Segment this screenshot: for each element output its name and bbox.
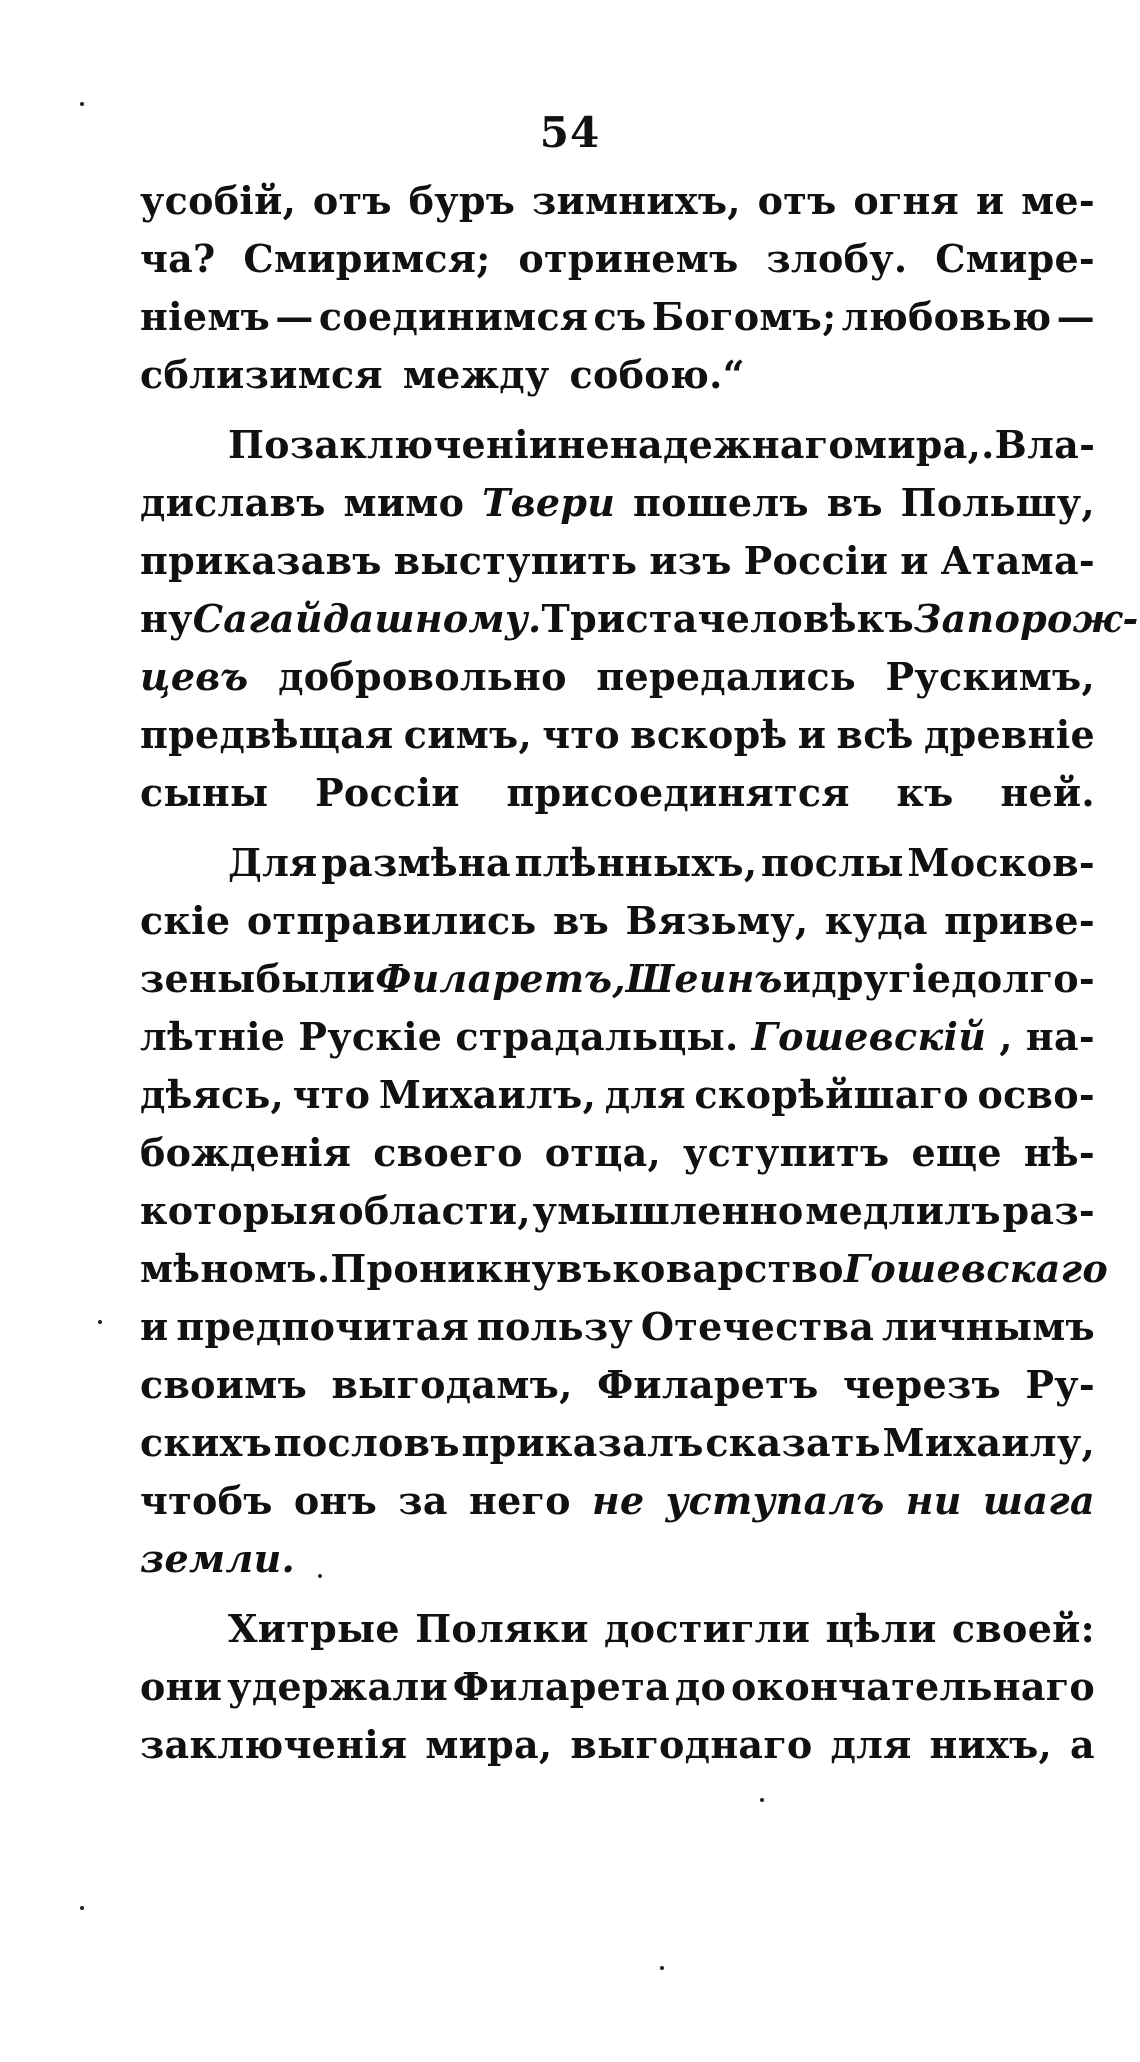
word: ме- bbox=[1021, 178, 1095, 223]
scan-speck bbox=[98, 1320, 102, 1324]
word: уступалъ bbox=[665, 1478, 885, 1523]
word: Смире- bbox=[935, 236, 1095, 281]
text-line bbox=[140, 1130, 1095, 1188]
word: цевъ bbox=[140, 654, 249, 699]
text-line bbox=[140, 1722, 1095, 1780]
text-line bbox=[140, 236, 1095, 294]
word: нихъ, bbox=[929, 1722, 1053, 1767]
word: Филарета bbox=[452, 1664, 670, 1709]
word: Польшу, bbox=[900, 480, 1095, 525]
word: и bbox=[797, 712, 827, 757]
word: Для bbox=[228, 840, 318, 885]
word: — bbox=[1056, 294, 1095, 339]
paragraph-gap bbox=[140, 1594, 1095, 1606]
word: личнымъ bbox=[882, 1304, 1095, 1349]
text-line bbox=[140, 1072, 1095, 1130]
page-number: 54 bbox=[539, 108, 601, 157]
text-line bbox=[140, 1014, 1095, 1072]
text-line bbox=[140, 1362, 1095, 1420]
word: земли. bbox=[140, 1536, 296, 1581]
word: ненадежнаго bbox=[557, 422, 855, 467]
word: мѣномъ. bbox=[140, 1246, 331, 1291]
word: Смиримся; bbox=[243, 236, 491, 281]
word: Вязьму, bbox=[625, 898, 809, 943]
word: медлилъ bbox=[805, 1188, 1001, 1233]
word: усобій, bbox=[140, 178, 297, 223]
word: мира, bbox=[425, 1722, 553, 1767]
word: вскорѣ bbox=[630, 712, 788, 757]
word: Сагайдашному. bbox=[192, 596, 542, 641]
word: выгоднаго bbox=[570, 1722, 813, 1767]
word: уступитъ bbox=[683, 1130, 890, 1175]
text-line bbox=[140, 480, 1095, 538]
word: ни bbox=[905, 1478, 962, 1523]
word: Поляки bbox=[415, 1606, 589, 1651]
word: мимо bbox=[343, 480, 465, 525]
word: отъ bbox=[312, 178, 392, 223]
word: между bbox=[402, 352, 550, 397]
word: отца, bbox=[544, 1130, 662, 1175]
word: достигли bbox=[604, 1606, 811, 1651]
word: сыны bbox=[140, 770, 269, 815]
word: коварство bbox=[612, 1246, 844, 1291]
word: Атама- bbox=[940, 538, 1095, 583]
word: Россіи bbox=[743, 538, 889, 583]
word: что bbox=[292, 1072, 371, 1117]
text-line bbox=[140, 712, 1095, 770]
word: Проникнувъ bbox=[330, 1246, 613, 1291]
word: приказалъ bbox=[461, 1420, 704, 1465]
word: выступить bbox=[393, 538, 638, 583]
word: Отечества bbox=[640, 1304, 875, 1349]
word: нѣ- bbox=[1023, 1130, 1095, 1175]
word: для bbox=[830, 1722, 912, 1767]
text-line bbox=[140, 178, 1095, 236]
word: божденія bbox=[140, 1130, 352, 1175]
word: Запорож- bbox=[913, 596, 1139, 641]
word: пословъ bbox=[273, 1420, 460, 1465]
word: злобу. bbox=[766, 236, 908, 281]
word: огня bbox=[853, 178, 960, 223]
word: Шеинъ bbox=[625, 956, 783, 1001]
word: ніемъ bbox=[140, 294, 271, 339]
word: Москов- bbox=[907, 840, 1095, 885]
word: ча? bbox=[140, 236, 216, 281]
word: въ bbox=[826, 480, 883, 525]
body-text bbox=[140, 178, 1139, 1780]
paragraph-gap bbox=[140, 828, 1095, 840]
word: шага bbox=[982, 1478, 1095, 1523]
word: сказать bbox=[705, 1420, 881, 1465]
text-line bbox=[140, 1664, 1095, 1722]
text-line bbox=[140, 294, 1095, 352]
word: диславъ bbox=[140, 480, 326, 525]
word: По bbox=[228, 422, 290, 467]
word: онъ bbox=[293, 1478, 378, 1523]
word: — bbox=[275, 294, 314, 339]
word: присоединятся bbox=[506, 770, 850, 815]
word: Твери bbox=[482, 480, 616, 525]
word: до bbox=[674, 1664, 727, 1709]
scan-speck bbox=[318, 1574, 322, 1578]
word: своего bbox=[373, 1130, 523, 1175]
word: него bbox=[468, 1478, 571, 1523]
word: въ bbox=[552, 898, 610, 943]
word: Триста bbox=[541, 596, 698, 641]
word: Михаилу, bbox=[882, 1420, 1095, 1465]
text-line bbox=[140, 898, 1095, 956]
word: соединимся bbox=[318, 294, 589, 339]
text-line bbox=[140, 352, 1095, 410]
word: удержали bbox=[227, 1664, 448, 1709]
word: они bbox=[140, 1664, 223, 1709]
text-line bbox=[140, 596, 1139, 654]
text-line bbox=[140, 1304, 1095, 1362]
word: Рускіе bbox=[298, 1014, 443, 1059]
word: всѣ bbox=[836, 712, 914, 757]
word: Хитрые bbox=[228, 1606, 400, 1651]
word: ней. bbox=[1000, 770, 1095, 815]
word: и bbox=[782, 956, 812, 1001]
word: съ bbox=[593, 294, 647, 339]
word: отправились bbox=[246, 898, 537, 943]
word: древніе bbox=[923, 712, 1095, 757]
text-line bbox=[140, 770, 1095, 828]
text-line bbox=[140, 1606, 1095, 1664]
word: дѣясь, bbox=[140, 1072, 285, 1117]
word: Богомъ; bbox=[651, 294, 837, 339]
paragraph-gap bbox=[140, 410, 1095, 422]
scan-speck bbox=[660, 1966, 664, 1970]
word: скіе bbox=[140, 898, 231, 943]
word: своей: bbox=[951, 1606, 1095, 1651]
word: приве- bbox=[944, 898, 1095, 943]
word: пошелъ bbox=[632, 480, 809, 525]
word: и bbox=[900, 538, 929, 583]
word: приказавъ bbox=[140, 538, 382, 583]
word: Ру- bbox=[1025, 1362, 1095, 1407]
word: ну bbox=[140, 596, 193, 641]
word: добровольно bbox=[278, 654, 567, 699]
word: предпочитая bbox=[176, 1304, 469, 1349]
word: , bbox=[999, 1014, 1013, 1059]
word: лѣтніе bbox=[140, 1014, 286, 1059]
word: страдальцы. bbox=[455, 1014, 739, 1059]
text-line bbox=[140, 1536, 1095, 1594]
word: пользу bbox=[476, 1304, 633, 1349]
word: скорѣйшаго bbox=[694, 1072, 969, 1117]
text-line bbox=[140, 956, 1095, 1014]
scan-speck bbox=[80, 102, 84, 106]
word: Гошевскаго bbox=[843, 1246, 1108, 1291]
word: зимнихъ, bbox=[531, 178, 741, 223]
word: которыя bbox=[140, 1188, 337, 1233]
word: были bbox=[255, 956, 376, 1001]
scan-speck bbox=[760, 1798, 764, 1802]
word: размѣна bbox=[321, 840, 511, 885]
word: и bbox=[140, 1304, 169, 1349]
word: изъ bbox=[649, 538, 732, 583]
word: любовью bbox=[841, 294, 1052, 339]
text-line bbox=[140, 1188, 1095, 1246]
word: что bbox=[542, 712, 620, 757]
word: цѣли bbox=[825, 1606, 937, 1651]
text-line bbox=[140, 1246, 1108, 1304]
word: Вла- bbox=[994, 422, 1096, 467]
word: черезъ bbox=[843, 1362, 1001, 1407]
word: другіе bbox=[811, 956, 952, 1001]
word: къ bbox=[896, 770, 954, 815]
word: умышленно bbox=[532, 1188, 804, 1233]
text-line bbox=[140, 1420, 1095, 1478]
word: предвѣщая bbox=[140, 712, 394, 757]
word: долго- bbox=[951, 956, 1095, 1001]
word: и bbox=[975, 178, 1005, 223]
word: собою.“ bbox=[569, 352, 745, 397]
word: куда bbox=[824, 898, 928, 943]
scan-speck bbox=[80, 1906, 84, 1910]
word: а bbox=[1070, 1722, 1095, 1767]
word: послы bbox=[761, 840, 904, 885]
word: за bbox=[398, 1478, 448, 1523]
word: заключенія bbox=[140, 1722, 408, 1767]
word: передались bbox=[596, 654, 856, 699]
word: заключеніи bbox=[289, 422, 558, 467]
word: на- bbox=[1025, 1014, 1095, 1059]
word: Филаретъ, bbox=[375, 956, 626, 1001]
word: симъ, bbox=[403, 712, 532, 757]
word: буръ bbox=[408, 178, 516, 223]
word: Гошевскій bbox=[751, 1014, 987, 1059]
word: Рускимъ, bbox=[885, 654, 1095, 699]
word: отъ bbox=[757, 178, 837, 223]
word: не bbox=[591, 1478, 645, 1523]
word: скихъ bbox=[140, 1420, 273, 1465]
word: области, bbox=[338, 1188, 531, 1233]
word: зены bbox=[140, 956, 256, 1001]
text-line bbox=[140, 1478, 1095, 1536]
word: окончательнаго bbox=[731, 1664, 1095, 1709]
word: чтобъ bbox=[140, 1478, 273, 1523]
word: Михаилъ, bbox=[378, 1072, 597, 1117]
word: мира,. bbox=[854, 422, 995, 467]
word: Россіи bbox=[315, 770, 460, 815]
word: отринемъ bbox=[518, 236, 739, 281]
text-line bbox=[140, 538, 1095, 596]
text-line bbox=[140, 422, 1095, 480]
word: человѣкъ bbox=[697, 596, 914, 641]
word: плѣнныхъ, bbox=[514, 840, 758, 885]
word: еще bbox=[911, 1130, 1002, 1175]
word: выгодамъ, bbox=[331, 1362, 573, 1407]
word: осво- bbox=[977, 1072, 1095, 1117]
text-line bbox=[140, 654, 1095, 712]
word: для bbox=[604, 1072, 686, 1117]
word: Филаретъ bbox=[597, 1362, 819, 1407]
word: сблизимся bbox=[140, 352, 383, 397]
text-line bbox=[140, 840, 1095, 898]
word: своимъ bbox=[140, 1362, 308, 1407]
word: раз- bbox=[1002, 1188, 1095, 1233]
